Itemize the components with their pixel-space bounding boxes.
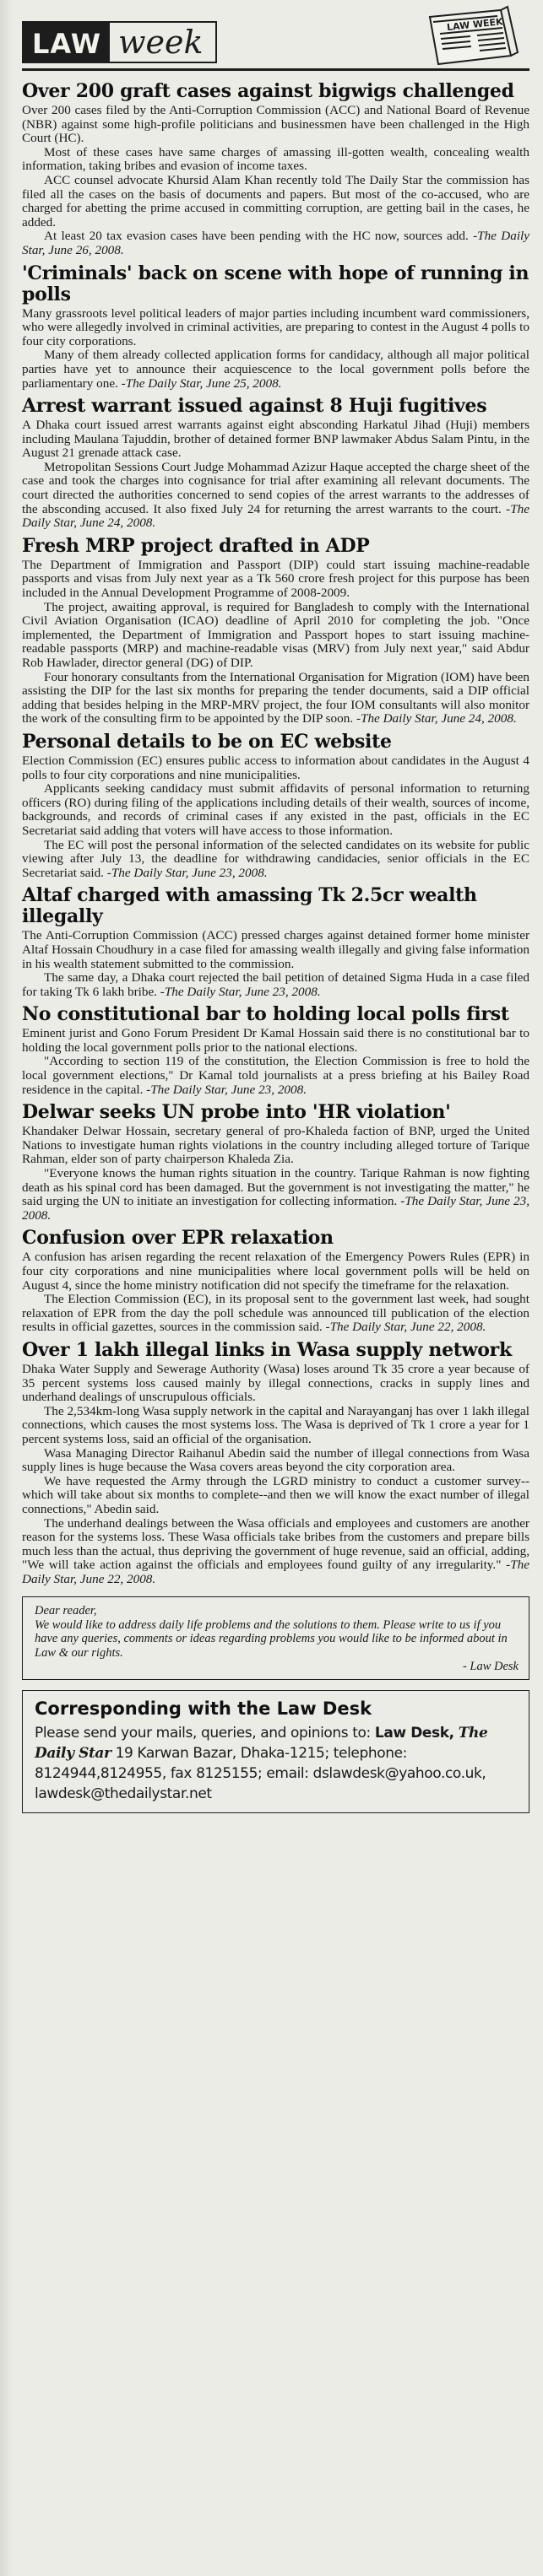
corresponding-intro: Please send your mails, queries, and opinions to: <box>35 1724 371 1742</box>
logo-week-text: week <box>118 24 204 61</box>
article-paragraph: ACC counsel advocate Khursid Alam Khan recently told The Daily Star the commission has filed all the cases on the basis of documents and papers. But most of the co-accused, who are charged for abetting the prime accused in committing corruption, are getting bail in the cases, he added. <box>22 172 529 230</box>
article-paragraph: The Anti-Corruption Commission (ACC) pressed charges against detained former home minister Altaf Hossain Choudhury in a case filed for amassing wealth illegally and giving false information in his wealth statement submitted to the commission. <box>22 928 529 971</box>
article-paragraph: Election Commission (EC) ensures public access to information about candidates in the August 4 polls to four city corporations and nine municipalities. <box>22 753 529 782</box>
corresponding-body <box>35 1723 517 1804</box>
article-source: -The Daily Star, June 23, 2008. <box>160 984 321 999</box>
article-paragraph: The 2,534km-long Wasa supply network in the capital and Narayanganj has over 1 lakh illegal connections, which causes the most systems loss. The Wasa is deprived of Tk 1 crore a year for 1 percent systems loss, said an official of the organisation. <box>22 1403 529 1446</box>
page-gutter <box>0 0 10 2576</box>
article-paragraph: The same day, a Dhaka court rejected the bail petition of detained Sigma Huda in a case filed for taking Tk 6 lakh bribe. -The Daily Star, June 23, 2008. <box>22 970 529 999</box>
article-paragraph: Many grassroots level political leaders of major parties including incumbent ward commissioners, who were allegedly involved in criminal activities, are preparing to contest in the August 4 polls to four city corporations. <box>22 305 529 348</box>
article-paragraph: Many of them already collected application forms for candidacy, although all major political parties have yet to announce their acquiescence to the local government polls before the parliamentary one. -The Daily Star, June 25, 2008. <box>22 348 529 391</box>
article-source: -The Daily Star, June 22, 2008. <box>325 1320 486 1335</box>
newspaper-icon-label: LAW WEEK <box>446 16 504 34</box>
article <box>22 1228 529 1335</box>
article-source: -The Daily Star, June 24, 2008. <box>356 711 517 726</box>
article-paragraph: At least 20 tax evasion cases have been pending with the HC now, sources add. -The Daily Star, June 26, 2008. <box>22 229 530 257</box>
article-paragraph: The EC will post the personal information of the selected candidates on its website for public viewing after July 13, the deadline for withdrawing candidacies, senior officials in the EC Secretariat said. -The Daily Star, June 23, 2008. <box>22 837 529 880</box>
article <box>22 536 529 726</box>
corresponding-desk: Law Desk, <box>374 1724 454 1742</box>
article-headline: Over 200 graft cases against bigwigs challenged <box>22 80 514 102</box>
article-paragraph: A Dhaka court issued arrest warrants against eight absconding Harkatul Jihad (Huji) members including Maulana Tajuddin, brother of detained former BNP lawmaker Abdus Salam Pintu, in the August 21 grenade attack case. <box>22 418 529 461</box>
article-headline: Personal details to be on EC website <box>22 730 392 753</box>
article <box>22 81 529 258</box>
article-source: -The Daily Star, June 23, 2008. <box>146 1082 307 1097</box>
article-source: -The Daily Star, June 25, 2008. <box>121 375 282 391</box>
law-week-page <box>12 0 543 2576</box>
newspaper-icon <box>413 5 521 69</box>
article-paragraph: Applicants seeking candidacy must submit affidavits of personal information to returning officers (RO) during filing of the applications including details of their wealth, sources of income, backgrounds, and records of criminal cases if any existed in the past, officials in the EC Secretariat said adding that voters will have access to those information. <box>22 781 529 838</box>
article-paragraph: "According to section 119 of the constitution, the Election Commission is free to hold the local government elections," Dr Kamal told journalists at a press briefing at his Bailey Road residence in the capital. -The Daily Star, June 23, 2008. <box>22 1054 529 1097</box>
article-source: -The Daily Star, June 22, 2008. <box>22 1558 529 1586</box>
article-paragraph: The Department of Immigration and Passport (DIP) could start issuing machine-readable passports and visas from July next year as a Tk 560 crore fresh project for this purpose has been included in the Annual Development Programme of 2008-2009. <box>22 557 529 601</box>
article <box>22 1340 529 1587</box>
article-paragraph: Four honorary consultants from the International Organisation for Migration (IOM) have been assisting the DIP for the last six months for preparing the tender documents, said a DIP official adding that besides helping in the MRP-MRV project, the four IOM consultants will also monitor the work of the consulting firm to be appointed by the DIP soon. -The Daily Star, June 24, 2008. <box>22 669 529 726</box>
article-headline: Arrest warrant issued against 8 Huji fugitives <box>22 395 487 418</box>
article <box>22 1102 529 1223</box>
article-paragraph: The underhand dealings between the Wasa officials and employees and customers are another reason for the systems loss. These Wasa officials take bribes from the customers and prepare bills much less than the actual, thus depriving the government of huge revenue, said an official, adding, "We will take action against the officials and employees found guilty of any irregularity." -The Daily Star, June 22, 2008. <box>22 1515 529 1586</box>
article <box>22 885 529 999</box>
article-paragraph: The project, awaiting approval, is required for Bangladesh to comply with the International Civil Aviation Organisation (ICAO) deadline of April 2010 for completing the job. "Once implemented, the Department of Immigration and Passport hopes to start issuing machine-readable passports (MRP) and machine-readable visas (MRV) from July next year," said Abdur Rob Hawlader, director general (DG) of DIP. <box>22 599 529 670</box>
article-paragraph: Most of these cases have same charges of amassing ill-gotten wealth, concealing wealth information, taking bribes and evasion of income taxes. <box>22 144 529 174</box>
daily-star-logo-text: The Daily Star <box>35 1724 488 1762</box>
article-source: -The Daily Star, June 23, 2008. <box>22 1194 529 1223</box>
article-paragraph: Metropolitan Sessions Court Judge Mohammad Azizur Haque accepted the charge sheet of the case and took the charges into cognisance for trial after examining all relevant documents. The court directed the authorities concerned to send copies of the arrest warrants to the addresses of the absconding accused. It also fixed July 24 for returning the arrest warrants to the court. -The Daily Star, June 24, 2008. <box>22 459 530 531</box>
article-source: -The Daily Star, June 23, 2008. <box>106 865 268 880</box>
article <box>22 263 529 392</box>
article-paragraph: Dhaka Water Supply and Sewerage Authority (Wasa) loses around Tk 35 crore a year because of 35 percent systems loss caused mainly by illegal connections, cracks in supply lines and underhand dealings of unscrupulous officials. <box>22 1361 529 1405</box>
corresponding-box <box>22 1690 529 1813</box>
dear-reader-box <box>22 1596 529 1680</box>
logo-law-text: LAW <box>24 23 110 62</box>
article-source: -The Daily Star, June 24, 2008. <box>22 501 530 531</box>
article-headline: Delwar seeks UN probe into 'HR violation' <box>22 1101 451 1124</box>
dear-reader-signature: - Law Desk <box>462 1660 519 1674</box>
article-headline: Fresh MRP project drafted in ADP <box>22 534 370 557</box>
dear-reader-text: We would like to address daily life problems and the solutions to them. Please write to us if you have any queries, comments or ideas regarding problems you would like to be informed about in Law & our rights. <box>35 1617 508 1660</box>
article-paragraph: We have requested the Army through the LGRD ministry to conduct a customer survey--which will take about six months to complete--and then we will know the exact number of illegal connections," Abedin said. <box>22 1473 529 1516</box>
articles-list <box>22 71 529 1586</box>
article-headline: Confusion over EPR relaxation <box>22 1227 334 1250</box>
article-paragraph: Over 200 cases filed by the Anti-Corruption Commission (ACC) and National Board of Revenue (NBR) against some high-profile politicians and businessmen have been challenged in the High Court (HC). <box>22 103 529 146</box>
article-paragraph: Eminent jurist and Gono Forum President Dr Kamal Hossain said there is no constitutional bar to holding the local government polls prior to the national elections. <box>22 1026 529 1055</box>
corresponding-title: Corresponding with the Law Desk <box>35 1698 372 1719</box>
masthead <box>22 0 529 71</box>
article-headline: Over 1 lakh illegal links in Wasa supply network <box>22 1338 512 1361</box>
article <box>22 732 529 880</box>
article <box>22 396 529 531</box>
article-source: -The Daily Star, June 26, 2008. <box>22 229 530 257</box>
article-paragraph: The Election Commission (EC), in its proposal sent to the government last week, had sought relaxation of EPR from the day the poll schedule was announced till publication of the election results in official gazettes, sources in the commission said. -The Daily Star, June 22, 2008. <box>22 1292 529 1335</box>
law-week-logo <box>22 21 217 63</box>
article-headline: No constitutional bar to holding local polls first <box>22 1003 509 1026</box>
article-paragraph: Khandaker Delwar Hossain, secretary general of pro-Khaleda faction of BNP, urged the United Nations to investigate human rights violations in the country including alleged torture of Tarique Rahman, elder son of party chairperson Khaleda Zia. <box>22 1124 529 1167</box>
article-paragraph: "Everyone knows the human rights situation in the country. Tarique Rahman is now fighting death as his spinal cord has been damaged. But the government is not investigating the matter," he said urging the UN to initiate an investigation for collecting information. -The Daily Star, June 23, 2008. <box>22 1166 529 1223</box>
dear-reader-greeting: Dear reader, <box>35 1604 97 1618</box>
article-paragraph: Wasa Managing Director Raihanul Abedin said the number of illegal connections from Wasa supply lines is huge because the Wasa covers areas beyond the city corporation area. <box>22 1445 529 1475</box>
article-headline: Altaf charged with amassing Tk 2.5cr wealth illegally <box>22 884 477 928</box>
corresponding-address[interactable]: 19 Karwan Bazar, Dhaka-1215; telephone: 8124944,8124955, fax 8125155; email: dslawdesk@yahoo.co.uk, lawdesk@thedailystar.net <box>35 1744 486 1802</box>
article-headline: 'Criminals' back on scene with hope of running in polls <box>22 262 529 305</box>
article <box>22 1004 529 1097</box>
article-paragraph: A confusion has arisen regarding the recent relaxation of the Emergency Powers Rules (EPR) in four city corporations and nine municipalities where local government polls will be held on August 4, since the home ministry notification did not specify the timeframe for the relaxation. <box>22 1250 529 1293</box>
